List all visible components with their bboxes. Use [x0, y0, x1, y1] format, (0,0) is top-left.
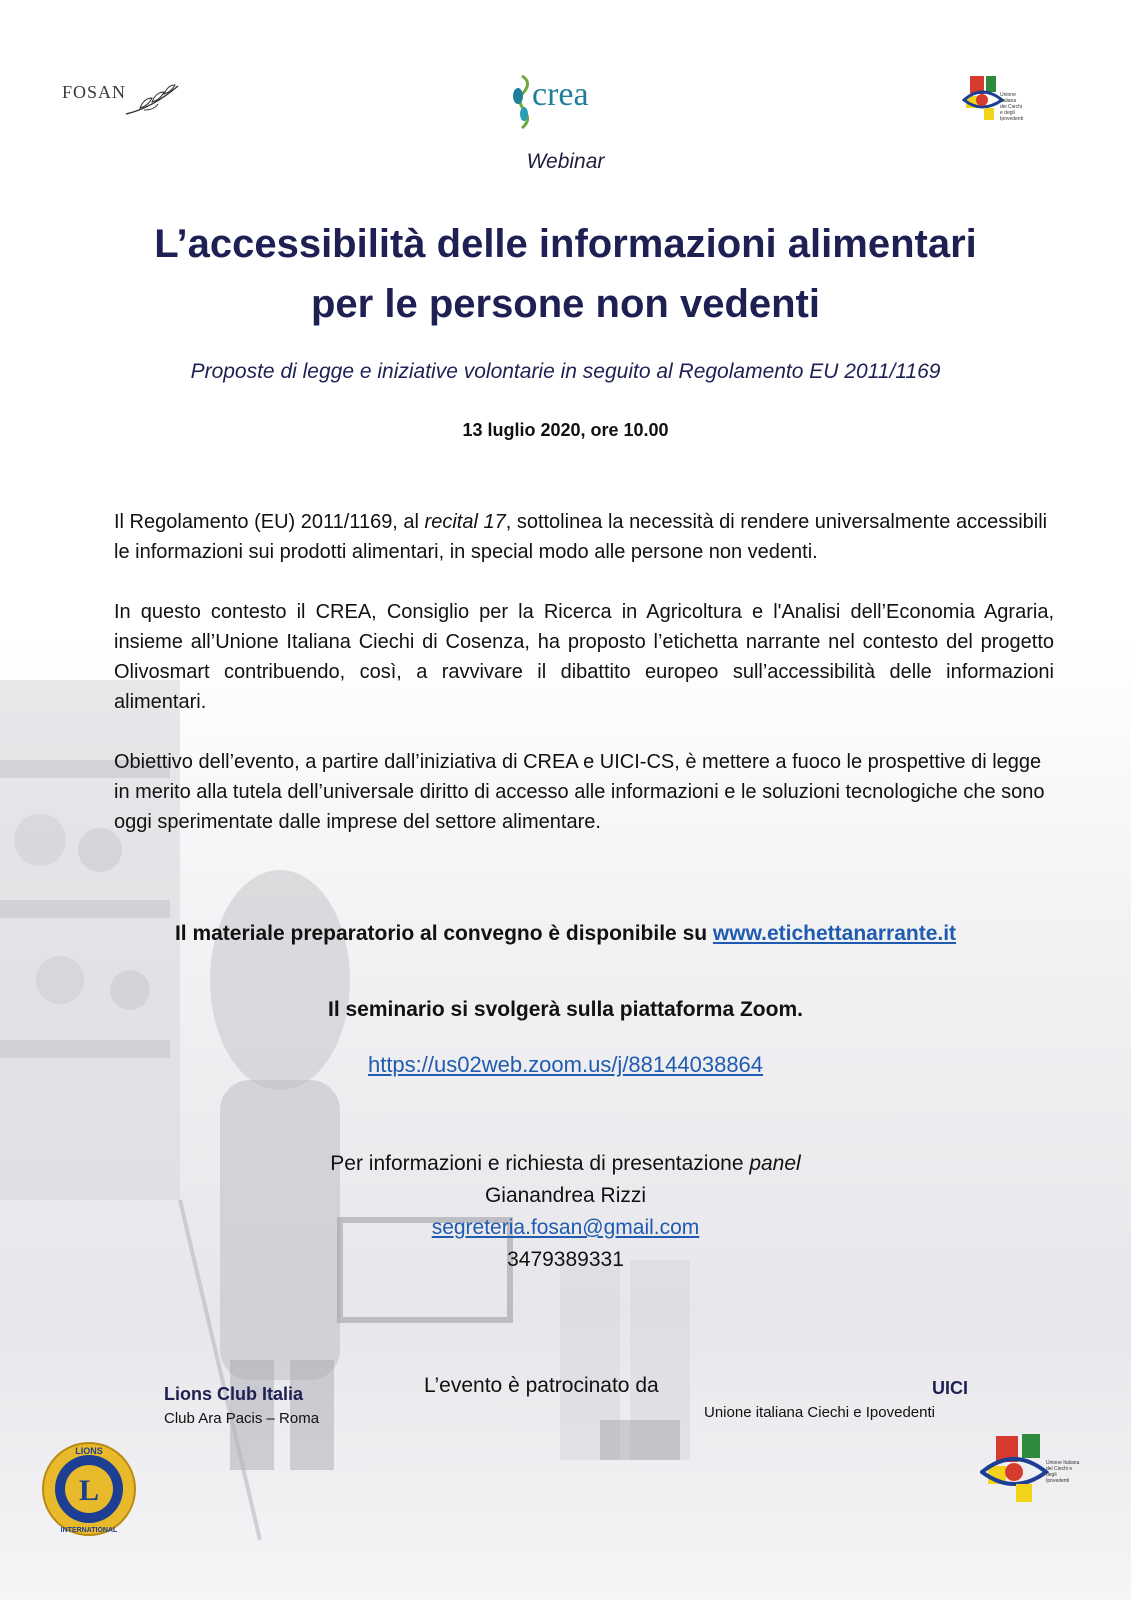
- crea-logo: [508, 72, 618, 132]
- contact-phone: 3479389331: [507, 1248, 624, 1271]
- lions-logo-bottom-text: INTERNATIONAL: [60, 1527, 118, 1534]
- contact-intro-italic: panel: [749, 1152, 801, 1175]
- crea-leaf-icon: [508, 74, 534, 130]
- uici-logo-top: [962, 74, 1022, 124]
- p1-part-a: Il Regolamento (EU) 2011/1169, al: [114, 511, 425, 533]
- crea-logo-text: crea: [532, 76, 589, 113]
- patronage-text: L’evento è patrocinato da: [424, 1374, 659, 1397]
- paragraph-context: In questo contesto il CREA, Consiglio per la Ricerca in Agricoltura e l'Analisi dell’Economia Agraria, insieme all’Unione Italiana Ciechi di Cosenza, ha proposto l’etichetta narrante nel contesto del progetto Olivosmart contribuendo, così, a ravvivare il dibattito europeo sull’accessibilità delle informazioni alimentari.: [114, 601, 1054, 713]
- uici-logo-bottom: [980, 1432, 1080, 1512]
- zoom-link-line: [0, 1052, 1131, 1078]
- olive-branch-icon: [122, 80, 182, 120]
- material-text: Il materiale preparatorio al convegno è disponibile su: [174, 922, 713, 945]
- material-link[interactable]: www.etichettanarrante.it: [712, 922, 957, 945]
- p1-part-b: , sottolinea la necessità di rendere universalmente accessibili le informazioni sui prodotti alimentari, in special modo alle persone non vedenti.: [114, 511, 1048, 563]
- uici-logo-bottom-caption: Unione Italiana dei Ciechi e degli Ipovedenti: [1046, 1460, 1080, 1484]
- uici-full-name: Unione italiana Ciechi e Ipovedenti: [704, 1404, 935, 1421]
- lions-name: Lions Club Italia: [164, 1384, 304, 1404]
- title-line-1: L’accessibilità delle informazioni alimentari: [154, 222, 977, 266]
- lions-logo: [40, 1440, 138, 1538]
- subtitle: Proposte di legge e iniziative volontarie in seguito al Regolamento EU 2011/1169: [190, 360, 941, 383]
- lions-subtitle: Club Ara Pacis – Roma: [164, 1410, 320, 1427]
- page-title: [0, 214, 1131, 334]
- lions-logo-top-text: LIONS: [75, 1446, 103, 1456]
- event-date: 13 luglio 2020, ore 10.00: [462, 420, 669, 440]
- paragraph-objective: Obiettivo dell’evento, a partire dall’iniziativa di CREA e UICI-CS, è mettere a fuoco le prospettive di legge in merito alla tutela dell’universale diritto di accesso alle informazioni e le soluzioni tecnologiche che sono oggi sperimentate dalle imprese del settore alimentare.: [114, 751, 1045, 833]
- lions-l-letter: L: [78, 1474, 100, 1507]
- paragraph-regulation: [114, 507, 1054, 567]
- p1-italic: recital 17: [424, 511, 506, 533]
- title-line-2: per le persone non vedenti: [310, 282, 820, 326]
- contact-intro: [0, 1148, 1131, 1180]
- zoom-platform-text: Il seminario si svolgerà sulla piattaforma Zoom.: [328, 998, 803, 1021]
- event-kind: Webinar: [526, 150, 605, 173]
- material-line: [0, 922, 1131, 946]
- contact-email-link[interactable]: segreteria.fosan@gmail.com: [431, 1216, 700, 1239]
- uici-logo-top-caption: Unione Italiana dei Ciechi e degli Ipovedenti: [1000, 92, 1024, 122]
- uici-name: UICI: [932, 1378, 968, 1398]
- fosan-logo-text: FOSAN: [62, 82, 127, 102]
- contact-intro-text: Per informazioni e richiesta di presentazione: [330, 1152, 750, 1175]
- zoom-link[interactable]: https://us02web.zoom.us/j/88144038864: [367, 1052, 764, 1077]
- contact-block: [0, 1148, 1131, 1276]
- fosan-logo: [62, 80, 182, 120]
- contact-name: Gianandrea Rizzi: [484, 1184, 647, 1207]
